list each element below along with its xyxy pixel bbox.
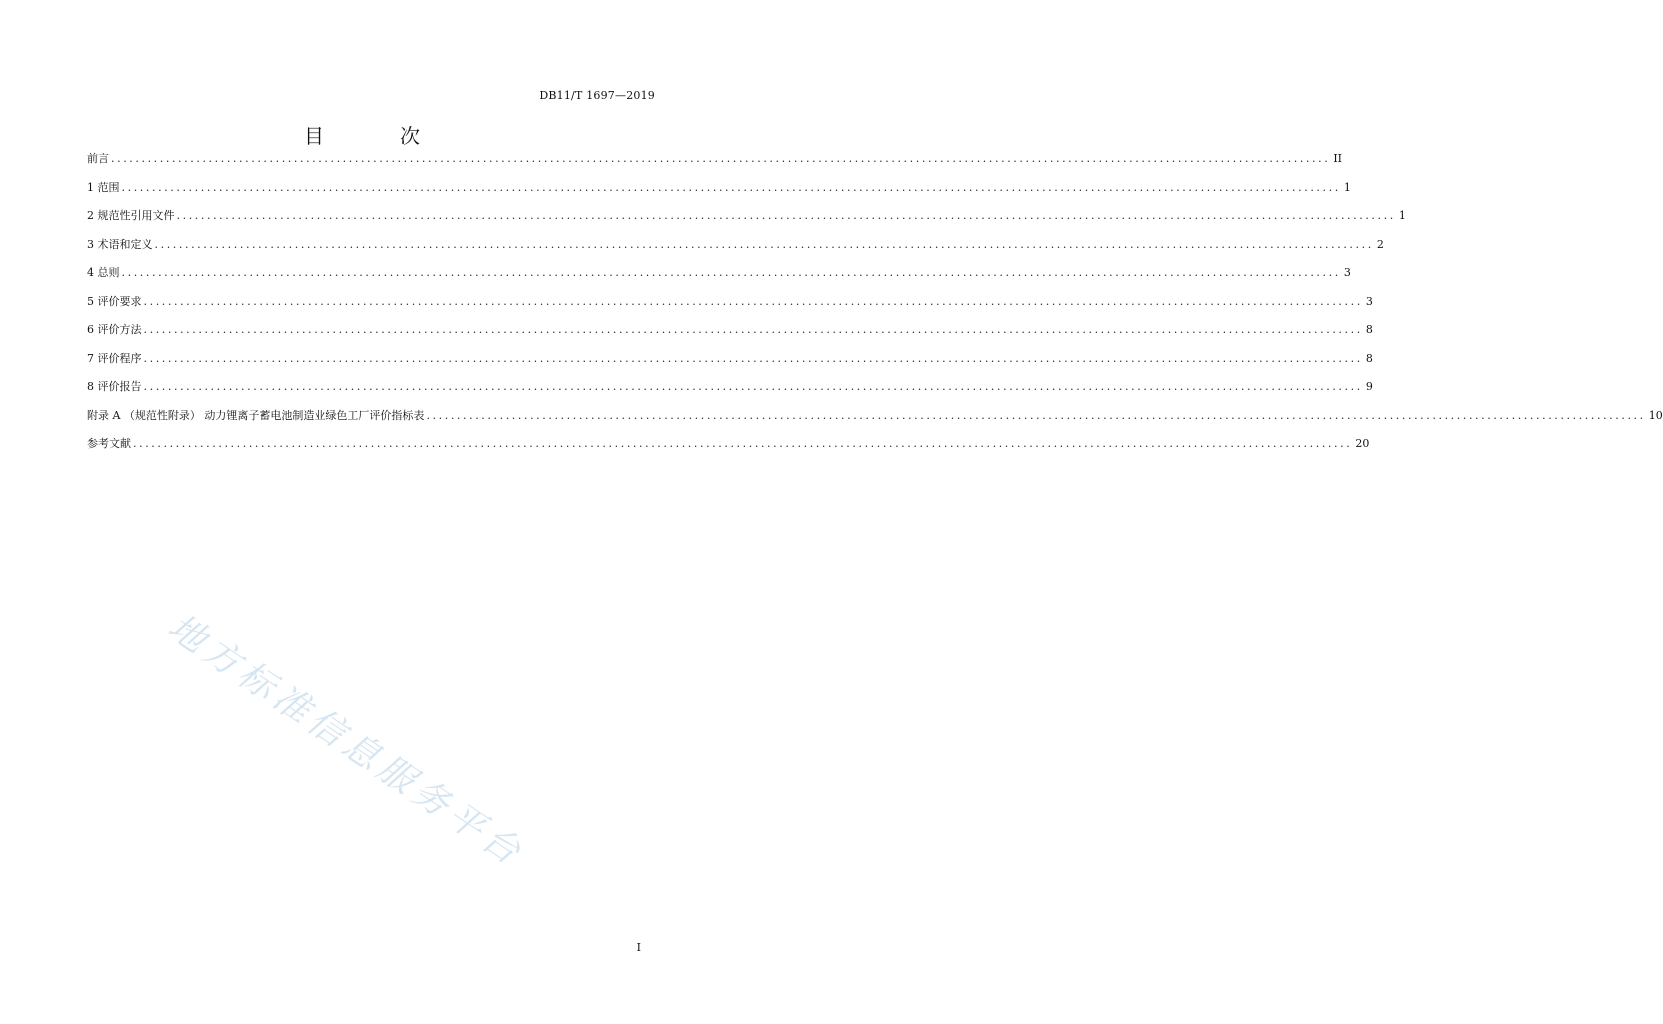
toc-entry-page: 10 bbox=[1648, 408, 1663, 422]
toc-entry-page: 1 bbox=[1343, 180, 1351, 194]
document-code: DB11/T 1697—2019 bbox=[539, 89, 655, 102]
toc-entry-page: 2 bbox=[1376, 237, 1384, 251]
table-of-contents bbox=[87, 150, 1663, 464]
toc-leader-dots: ........................................................................................................................................................................................................ bbox=[143, 323, 1363, 336]
toc-leader-dots: ........................................................................................................................................................................................................ bbox=[121, 180, 1341, 194]
toc-entry-page: 3 bbox=[1365, 294, 1373, 308]
toc-leader-dots: ........................................................................................................................................................................................................ bbox=[176, 209, 1396, 222]
toc-entry[interactable] bbox=[87, 207, 1406, 236]
toc-entry-label: 2 规范性引用文件 bbox=[87, 209, 175, 222]
toc-leader-dots: ........................................................................................................................................................................................................ bbox=[121, 266, 1341, 279]
toc-leader-dots: ........................................................................................................................................................................................................ bbox=[143, 351, 1363, 365]
toc-entry[interactable] bbox=[87, 264, 1351, 293]
page-title: 目 次 bbox=[304, 124, 448, 148]
toc-leader-dots: ........................................................................................................................................................................................................ bbox=[154, 237, 1374, 251]
toc-entry-label: 前言 bbox=[87, 152, 109, 165]
toc-entry-page: 8 bbox=[1365, 351, 1373, 365]
toc-entry-page: 1 bbox=[1398, 209, 1406, 222]
toc-entry-label: 4 总则 bbox=[87, 266, 120, 279]
toc-leader-dots: ........................................................................................................................................................................................................ bbox=[143, 294, 1363, 308]
toc-entry-label: 1 范围 bbox=[87, 180, 120, 194]
toc-entry[interactable] bbox=[87, 236, 1384, 265]
toc-entry[interactable] bbox=[87, 435, 1370, 464]
toc-entry[interactable] bbox=[87, 378, 1373, 407]
toc-entry[interactable] bbox=[87, 350, 1373, 379]
toc-entry-page: 3 bbox=[1343, 266, 1351, 279]
toc-leader-dots: ........................................................................................................................................................................................................ bbox=[143, 380, 1363, 393]
toc-entry[interactable] bbox=[87, 293, 1373, 322]
toc-entry-page: 20 bbox=[1355, 437, 1370, 450]
toc-entry-page: 9 bbox=[1365, 380, 1373, 393]
toc-entry[interactable] bbox=[87, 150, 1343, 179]
toc-entry-label: 3 术语和定义 bbox=[87, 237, 153, 251]
toc-leader-dots: ........................................................................................................................................................................................................ bbox=[133, 437, 1353, 450]
watermark: 地方标准信息服务平台 bbox=[160, 606, 532, 876]
toc-entry[interactable] bbox=[87, 321, 1373, 350]
toc-entry-label: 6 评价方法 bbox=[87, 323, 142, 336]
toc-entry[interactable] bbox=[87, 179, 1351, 208]
toc-entry-label: 参考文献 bbox=[87, 437, 131, 450]
toc-entry[interactable] bbox=[87, 407, 1663, 436]
toc-entry-page: 8 bbox=[1365, 323, 1373, 336]
toc-leader-dots: ........................................................................................................................................................................................................ bbox=[426, 408, 1646, 422]
page-number: I bbox=[636, 941, 641, 954]
toc-leader-dots: ........................................................................................................................................................................................................ bbox=[111, 152, 1331, 165]
toc-entry-label: 附录 A （规范性附录） 动力锂离子蓄电池制造业绿色工厂评价指标表 bbox=[87, 408, 425, 422]
toc-entry-page: II bbox=[1333, 152, 1343, 165]
toc-entry-label: 7 评价程序 bbox=[87, 351, 142, 365]
toc-entry-label: 5 评价要求 bbox=[87, 294, 142, 308]
toc-entry-label: 8 评价报告 bbox=[87, 380, 142, 393]
